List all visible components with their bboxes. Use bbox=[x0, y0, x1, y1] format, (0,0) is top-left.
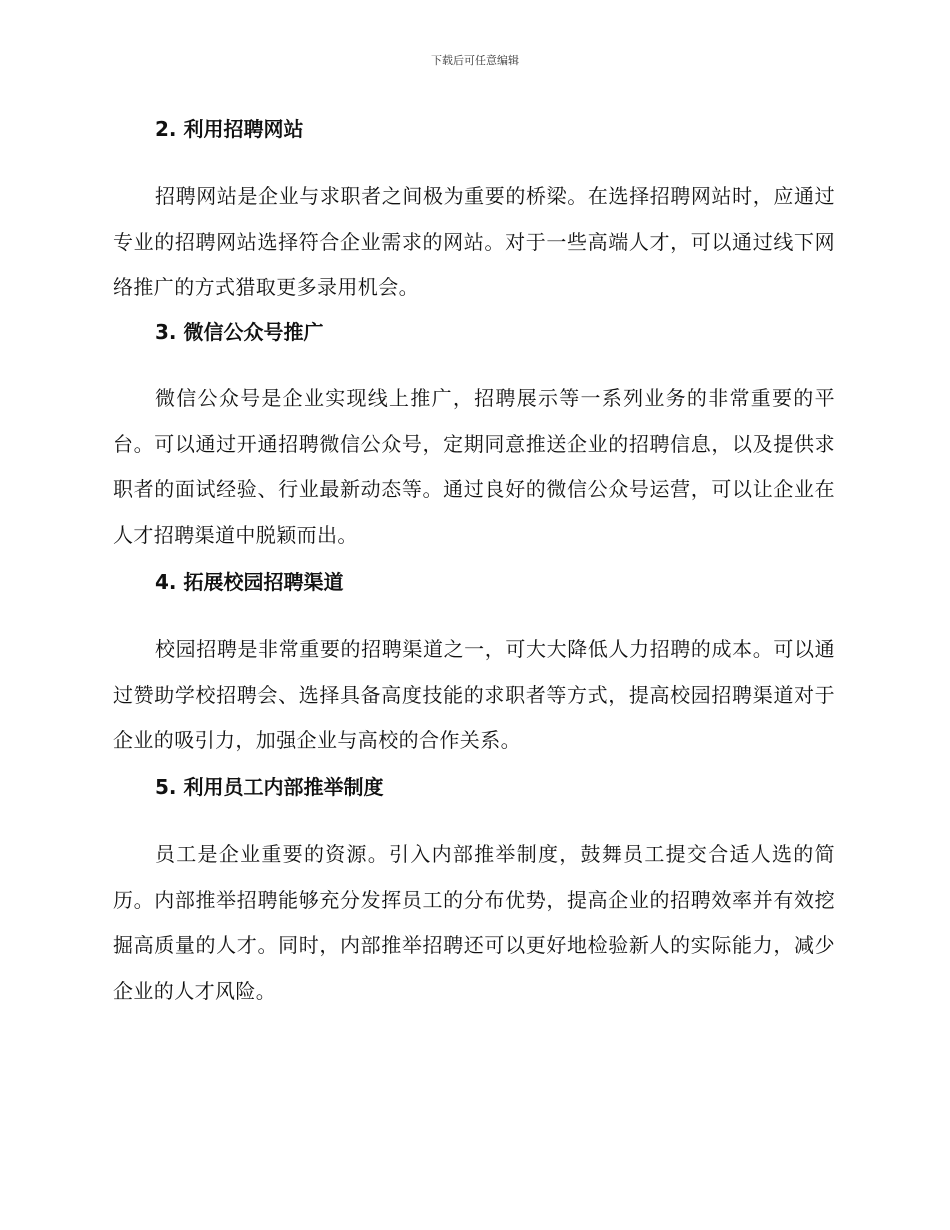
section-heading: 3. 微信公众号推广 bbox=[155, 320, 324, 344]
section-heading: 2. 利用招聘网站 bbox=[155, 117, 304, 141]
section-paragraph: 微信公众号是企业实现线上推广，招聘展示等一系列业务的非常重要的平台。可以通过开通招聘微信公众号，定期同意推送企业的招聘信息，以及提供求职者的面试经验、行业最新动态等。通过良好的微信公众号运营，可以让企业在人才招聘渠道中脱颖而出。 bbox=[113, 386, 835, 547]
section-wechat-promotion bbox=[113, 318, 835, 558]
section-paragraph: 招聘网站是企业与求职者之间极为重要的桥梁。在选择招聘网站时，应通过专业的招聘网站选择符合企业需求的网站。对于一些高端人才，可以通过线下网络推广的方式猎取更多录用机会。 bbox=[113, 184, 835, 299]
section-heading: 5. 利用员工内部推举制度 bbox=[155, 775, 384, 799]
section-paragraph: 校园招聘是非常重要的招聘渠道之一，可大大降低人力招聘的成本。可以通过赞助学校招聘会、选择具备高度技能的求职者等方式，提高校园招聘渠道对于企业的吸引力，加强企业与高校的合作关系。 bbox=[113, 637, 835, 752]
section-campus-recruiting bbox=[113, 568, 835, 764]
section-employee-referral bbox=[113, 773, 835, 1014]
section-paragraph: 员工是企业重要的资源。引入内部推举制度，鼓舞员工提交合适人选的简历。内部推举招聘能够充分发挥员工的分布优势，提高企业的招聘效率并有效挖掘高质量的人才。同时，内部推举招聘还可以更好地检验新人的实际能力，减少企业的人才风险。 bbox=[113, 842, 835, 1003]
section-heading: 4. 拓展校园招聘渠道 bbox=[155, 570, 344, 594]
section-recruiting-websites bbox=[113, 115, 835, 311]
page-header: 下载后可任意编辑 bbox=[431, 54, 519, 67]
